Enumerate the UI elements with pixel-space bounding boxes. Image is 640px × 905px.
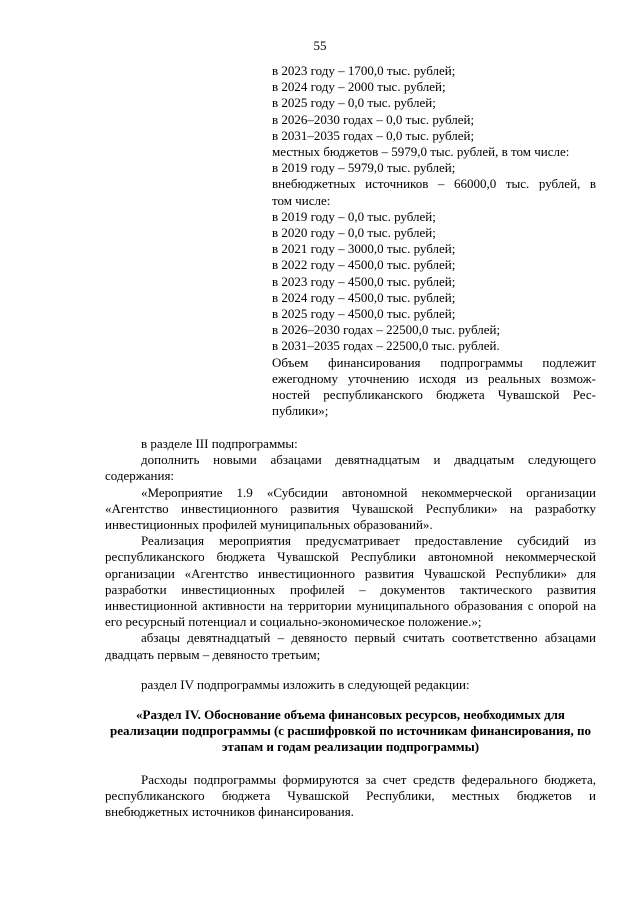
funding-line: в 2023 году – 4500,0 тыс. рублей; [272,273,456,289]
funding-line: в 2022 году – 4500,0 тыс. рублей; [272,257,456,273]
paragraph: в разделе III подпрограммы: [141,436,298,451]
funding-line: в 2019 году – 0,0 тыс. рублей; [272,208,436,224]
paragraph: Реализация мероприятия предусматривает предоставление субсидий из республиканского бюджета Чувашской Республики автономной некоммерческой организации «Агентство инвестиционного развития Чувашской Республики» для разработки инвестиционных профилей – документов тактического развития инвестиционной активности на территории муниципального образования с опорой на его ресурсный потенциал и социально-экономическое положение.»; [105,533,596,630]
funding-line: местных бюджетов – 5979,0 тыс. рублей, в том числе: [272,144,570,160]
funding-line: в 2019 году – 5979,0 тыс. рублей; [272,160,456,176]
column-paragraph-line: ностей республиканского бюджета Чувашской Рес- [272,387,596,403]
funding-column [272,63,596,419]
paragraph: Расходы подпрограммы формируются за счет средств федерального бюджета, республиканского бюджета Чувашской Республики, местных бюджетов и внебюджетных источников финансирования. [105,772,596,820]
paragraph: «Мероприятие 1.9 «Субсидии автономной некоммерческой организации «Агентство инвестиционного развития Чувашской Республики» на разработку инвестиционных профилей муниципальных образований». [105,484,596,533]
paragraph: раздел IV подпрограммы изложить в следующей редакции: [141,677,470,692]
section-iv-instruction [105,677,596,693]
funding-line: в 2024 году – 2000 тыс. рублей; [272,79,446,95]
column-paragraph-line: публики»; [272,403,329,419]
funding-line: в 2025 году – 0,0 тыс. рублей; [272,95,436,111]
funding-line: в 2025 году – 4500,0 тыс. рублей; [272,306,456,322]
page-number: 55 [313,38,327,53]
paragraph: абзацы девятнадцатый – девяносто первый считать соответственно абзацами двадцать первым – девяносто третьим; [105,630,596,662]
funding-line: в 2021 году – 3000,0 тыс. рублей; [272,241,456,257]
funding-line: в 2023 году – 1700,0 тыс. рублей; [272,63,456,78]
funding-line: в 2026–2030 годах – 22500,0 тыс. рублей; [272,322,501,338]
column-paragraph-line: Объем финансирования подпрограммы подлежит [272,354,596,370]
funding-line: в 2020 году – 0,0 тыс. рублей; [272,225,436,241]
funding-line: в 2024 году – 4500,0 тыс. рублей; [272,289,456,305]
column-paragraph-line: ежегодному уточнению исходя из реальных возмож- [272,370,596,386]
funding-line: внебюджетных источников – 66000,0 тыс. рублей, в [272,176,596,192]
paragraph: дополнить новыми абзацами девятнадцатым и двадцатым следующего содержания: [105,452,596,484]
funding-line: том числе: [272,192,331,208]
funding-line: в 2026–2030 годах – 0,0 тыс. рублей; [272,111,475,127]
funding-line: в 2031–2035 годах – 22500,0 тыс. рублей. [272,338,500,354]
section-heading: «Раздел IV. Обоснование объема финансовых ресурсов, необходимых для реализации подпрограммы (с расшифровкой по источникам финансирования, по этапам и годам реализации подпрограммы) [109,707,592,755]
amendment-block [105,436,596,663]
expenses-block [105,772,596,821]
funding-line: в 2031–2035 годах – 0,0 тыс. рублей; [272,127,475,143]
